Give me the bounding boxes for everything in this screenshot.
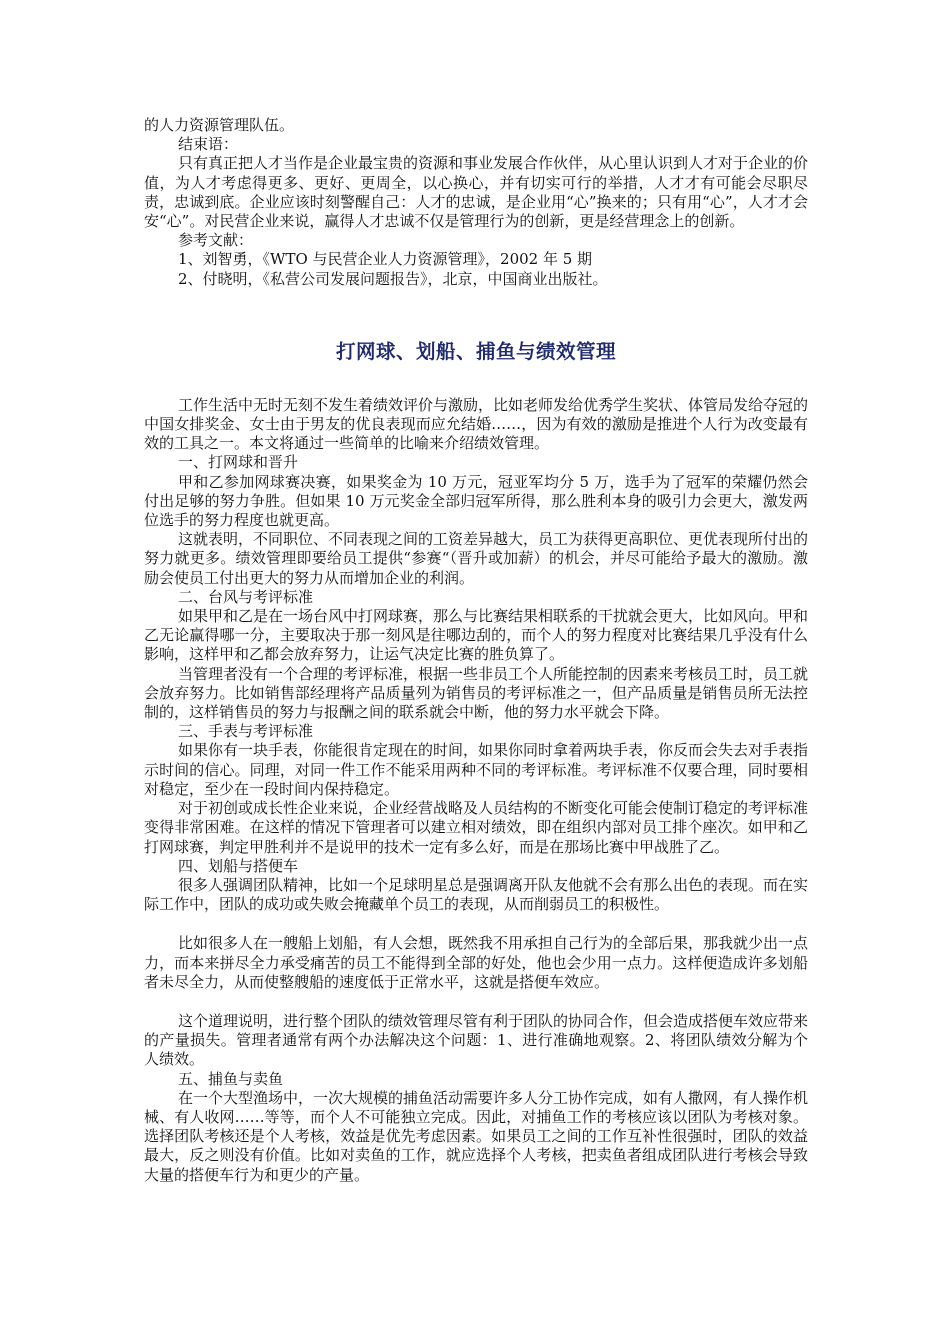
- section-3-heading: 三、手表与考评标准: [178, 722, 314, 741]
- section-4-heading: 四、划船与搭便车: [178, 856, 299, 875]
- section-1-paragraph-1: 甲和乙参加网球赛决赛，如果奖金为 10 万元，冠亚军均分 5 万，选手为了冠军的荣耀仍然会付出足够的努力争胜。但如果 10 万元奖金全部归冠军所得，那么胜利本身的吸引力会更大，激发两位选手的努力程度也就更高。: [144, 472, 808, 530]
- references-heading: 参考文献：: [178, 231, 254, 250]
- paragraph-spacer: [144, 914, 808, 934]
- section-4-paragraph-2: 比如很多人在一艘船上划船，有人会想，既然我不用承担自己行为的全部后果，那我就少出一点力，而本来拼尽全力承受痛苦的员工不能得到全部的好处，他也会少用一点力。这样便造成许多划船者未尽全力，从而使整艘船的速度低于正常水平，这就是搭便车效应。: [144, 934, 809, 991]
- section-1-heading: 一、打网球和晋升: [178, 453, 299, 472]
- conclusion-paragraph: 只有真正把人才当作是企业最宝贵的资源和事业发展合作伙伴，从心里认识到人才对于企业的价值，为人才考虑得更多、更好、更周全，以心换心，并有切实可行的举措，人才才有可能会尽职尽责，忠诚到底。企业应该时刻警醒自己：人才的忠诚，是企业用“心”换来的；只有用“心”，人才才会安“心”。对民营企业来说，赢得人才忠诚不仅是管理行为的创新，更是经营理念上的创新。: [144, 154, 809, 231]
- section-3-paragraph-2: 对于初创或成长性企业来说，企业经营战略及人员结构的不断变化可能会使制订稳定的考评标准变得非常困难。在这样的情况下管理者可以建立相对绩效，即在组织内部对员工排个座次。如甲和乙打网球赛，判定甲胜利并不是说甲的技术一定有多么好，而是在那场比赛中甲战胜了乙。: [144, 799, 809, 856]
- section-4-paragraph-1: 很多人强调团队精神，比如一个足球明星总是强调离开队友他就不会有那么出色的表现。而在实际工作中，团队的成功或失败会掩藏单个员工的表现，从而削弱员工的积极性。: [144, 875, 809, 914]
- reference-item-1: 1、刘智勇，《WTO 与民营企业人力资源管理》，2002 年 5 期: [178, 250, 593, 269]
- section-3-paragraph-1: 如果你有一块手表，你能很肯定现在的时间，如果你同时拿着两块手表，你反而会失去对手表指示时间的信心。同理，对同一件工作不能采用两种不同的考评标准。考评标准不仅要合理，同时要相对稳定，至少在一段时间内保持稳定。: [144, 741, 809, 798]
- section-5-paragraph-1: 在一个大型渔场中，一次大规模的捕鱼活动需要许多人分工协作完成，如有人撒网，有人操作机械、有人收网……等等，而个人不可能独立完成。因此，对捕鱼工作的考核应该以团队为考核对象。选择团队考核还是个人考核，效益是优先考虑因素。如果员工之间的工作互补性很强时，团队的效益最大，反之则没有价值。比如对卖鱼的工作，就应选择个人考核，把卖鱼者组成团队进行考核会导致大量的搭便车行为和更少的产量。: [144, 1088, 809, 1184]
- prev-article-closing-line: 的人力资源管理队伍。: [144, 116, 295, 134]
- article-title: 打网球、划船、捕鱼与绩效管理: [335, 339, 616, 363]
- paragraph-spacer: [144, 992, 808, 1012]
- section-4-paragraph-3: 这个道理说明，进行整个团队的绩效管理尽管有利于团队的协同合作，但会造成搭便车效应带来的产量损失。管理者通常有两个办法解决这个问题：1、进行准确地观察。2、将团队绩效分解为个人绩效。: [144, 1011, 809, 1069]
- section-2-paragraph-2: 当管理者没有一个合理的考评标准，根据一些非员工个人所能控制的因素来考核员工时，员工就会放弃努力。比如销售部经理将产品质量列为销售员的考评标准之一，但产品质量是销售员所无法控制的，这样销售员的努力与报酬之间的联系就会中断，他的努力水平就会下降。: [144, 664, 809, 722]
- reference-item-2: 2、付晓明，《私营公司发展问题报告》，北京，中国商业出版社。: [178, 269, 608, 288]
- conclusion-heading: 结束语：: [178, 135, 239, 154]
- article-intro: 工作生活中无时无刻不发生着绩效评价与激励，比如老师发给优秀学生奖状、体管局发给夺冠的中国女排奖金、女士由于男友的优良表现而应允结婚……，因为有效的激励是推进个人行为改变最有效的工具之一。本文将通过一些简单的比喻来介绍绩效管理。: [144, 395, 809, 453]
- section-2-heading: 二、台风与考评标准: [178, 587, 314, 606]
- section-2-paragraph-1: 如果甲和乙是在一场台风中打网球赛，那么与比赛结果相联系的干扰就会更大，比如风向。甲和乙无论赢得哪一分，主要取决于那一刻风是往哪边刮的，而个人的努力程度对比赛结果几乎没有什么影响，这样甲和乙都会放弃努力，让运气决定比赛的胜负算了。: [144, 607, 809, 664]
- document-page: [144, 116, 808, 1185]
- section-5-heading: 五、捕鱼与卖鱼: [178, 1069, 284, 1088]
- section-1-paragraph-2: 这就表明，不同职位、不同表现之间的工资差异越大，员工为获得更高职位、更优表现所付出的努力就更多。绩效管理即要给员工提供“参赛“（晋升或加薪）的机会，并尽可能给予最大的激励。激励会使员工付出更大的努力从而增加企业的利润。: [144, 530, 809, 587]
